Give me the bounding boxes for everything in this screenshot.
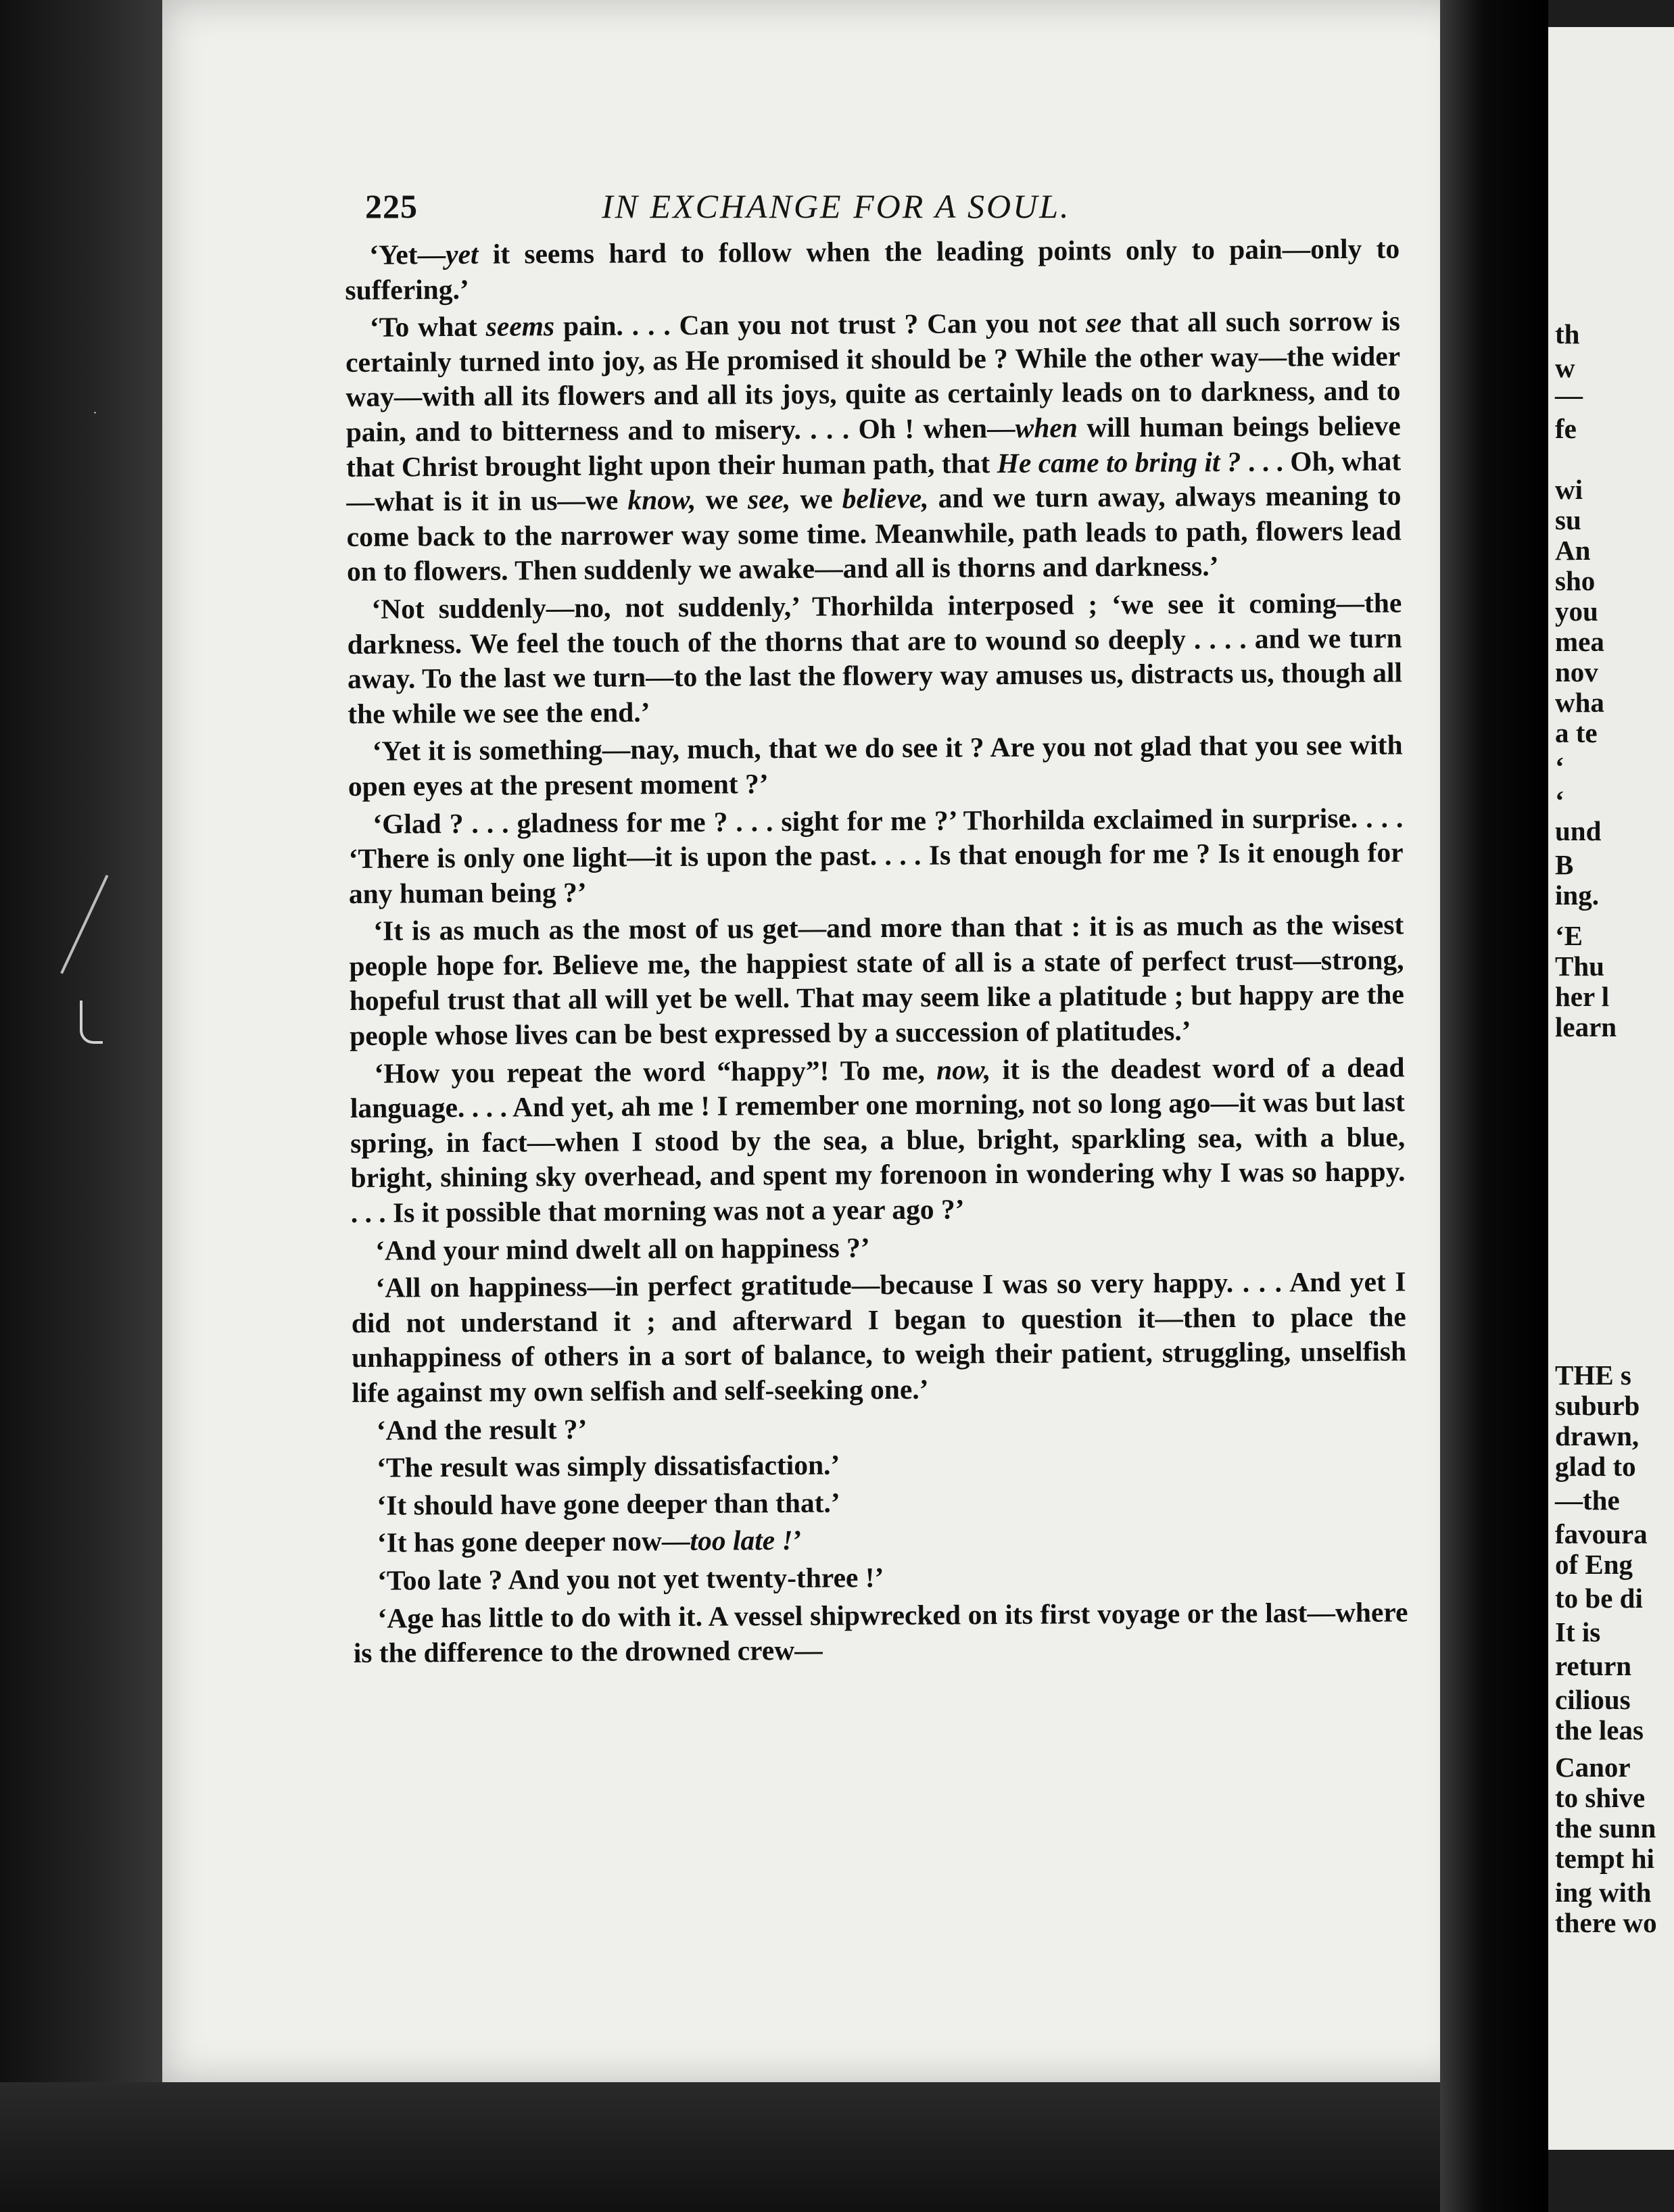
right-page-fragment: glad to <box>1555 1451 1636 1482</box>
italic-run: know, <box>627 483 696 516</box>
scan-scratch <box>60 875 145 991</box>
italic-run: believe, <box>842 482 929 514</box>
right-page-fragment: wha <box>1555 687 1604 718</box>
text-run: ‘It should have gone deeper than that.’ <box>377 1487 840 1521</box>
paragraph <box>353 1557 1408 1598</box>
paragraph <box>352 1482 1407 1523</box>
text-run: ‘Glad ? . . . gladness for me ? . . . sight for me ?’ Thorhilda exclaimed in surprise. . . . ‘There is only one light—it is upon the past. . . . Is that enough for me ? Is it enough for any human being ?’ <box>348 801 1404 909</box>
text-run: ‘All on happiness—in perfect gratitude—because I was so very happy. . . . And yet I did not understand it ; and afterward I began to question it—then to place the unhappiness of others in a sort of balance, to weigh their patient, struggling, unselfish life against my own selfish and self-seeking one.’ <box>351 1266 1407 1408</box>
right-page-fragment: su <box>1555 504 1581 535</box>
book-page-right <box>1548 27 1674 2150</box>
italic-run: He came to bring it ? <box>997 446 1241 479</box>
paragraph <box>345 231 1400 308</box>
paragraph <box>353 1520 1408 1561</box>
right-page-fragment: mea <box>1555 626 1604 657</box>
right-page-fragment: ‘ <box>1555 751 1564 782</box>
italic-run: seems <box>485 310 555 342</box>
right-page-fragment: w <box>1555 352 1575 383</box>
text-run: we <box>790 483 842 515</box>
text-run: ‘To what <box>369 310 486 343</box>
right-page-fragment: tempt hi <box>1555 1843 1654 1874</box>
text-run: it seems hard to follow when the leading points only to pain—only to suffering.’ <box>345 233 1400 306</box>
right-page-fragment: suburb <box>1555 1390 1640 1421</box>
right-page-fragment: cilious <box>1555 1684 1631 1715</box>
text-run: ‘It is as much as the most of us get—and more than that : it is as much as the wisest people hope for. Believe me, the happiest state of all is a state of perfect trust—strong, hopeful trust that all will yet be well. That may seem like a platitude ; but happy are the people whose lives can be best expressed by a succession of platitudes.’ <box>349 909 1405 1052</box>
text-run: ‘The result was simply dissatisfaction.’ <box>376 1449 840 1483</box>
right-page-fragment: ing with <box>1555 1877 1652 1908</box>
right-page-fragment: favoura <box>1555 1518 1648 1549</box>
paragraph <box>347 585 1402 731</box>
text-run: . . . Oh, what—what is it in us—we <box>346 445 1402 518</box>
italic-run: when <box>1015 412 1078 443</box>
right-page-fragment: drawn, <box>1555 1420 1640 1451</box>
right-page-fragment: und <box>1555 815 1602 846</box>
right-page-fragment: the leas <box>1555 1714 1644 1746</box>
right-page-fragment: Canor <box>1555 1752 1631 1783</box>
paragraph <box>352 1445 1407 1486</box>
text-run: it is the deadest word of a dead language. . . . And yet, ah me ! I remember one morning, not so long ago—it was but last spring, in fact—when I stood by the sea, a blue, bright, sparkling sea, with a blue, bright, shining sky overhead, and spent my forenoon in wondering why I was so happy. . . . Is it possible that morning was not a year ago ?’ <box>350 1051 1406 1229</box>
page-number: 225 <box>365 187 418 225</box>
text-run: ’ <box>792 1524 803 1556</box>
scan-bracket <box>80 1001 103 1044</box>
text-run: ‘Age has little to do with it. A vessel shipwrecked on its first voyage or the last—where is the difference to the drowned crew— <box>353 1595 1408 1669</box>
text-run: and we turn away, always meaning to come back to the narrower way some time. Meanwhile, path leads to path, flowers lead on to flowers. Then suddenly we awake—and all is thorns and darkness.’ <box>346 479 1402 587</box>
right-page-fragment: there wo <box>1555 1907 1657 1938</box>
right-page-fragment: B <box>1555 849 1574 880</box>
paragraph <box>350 1050 1406 1230</box>
right-page-fragment: —the <box>1555 1485 1620 1516</box>
right-page-fragment: the sunn <box>1555 1812 1656 1844</box>
text-run: that all such sorrow is certainly turned into joy, as He promised it should be ? While the other way—the wider way—with all its flowers and all its joys, quite as certainly leads on to darkness, and to pain, and to bitterness and to misery. . . . Oh ! when— <box>345 305 1401 448</box>
text-run: ‘And your mind dwelt all on happiness ?’ <box>375 1231 870 1266</box>
right-page-fragment: learn <box>1555 1011 1617 1042</box>
right-page-fragment: wi <box>1555 474 1583 505</box>
right-page-fragment: It is <box>1555 1616 1601 1648</box>
paragraph <box>351 1265 1406 1411</box>
right-page-fragment: ‘E <box>1555 920 1583 951</box>
right-page-fragment: th <box>1555 318 1580 350</box>
right-page-fragment: ing. <box>1555 880 1599 911</box>
italic-run: too late ! <box>690 1524 793 1557</box>
paragraph <box>352 1407 1407 1448</box>
italic-run: now, <box>936 1053 991 1086</box>
text-run: pain. . . . Can you not trust ? Can you not <box>554 307 1086 342</box>
paragraph <box>353 1595 1408 1671</box>
right-page-fragment: a te <box>1555 717 1598 748</box>
text-run: ‘It has gone deeper now— <box>377 1525 690 1559</box>
right-page-fragment: Thu <box>1555 951 1604 982</box>
right-page-fragment: THE s <box>1555 1360 1631 1391</box>
text-run: ‘Not suddenly—no, not suddenly,’ Thorhilda interposed ; ‘we see it coming—the darkness. We feel the touch of the thorns that are to wound so deeply . . . . and we turn away. To the last we turn—to the last the flowery way amuses us, distracts us, though all the while we see the end.’ <box>347 587 1403 729</box>
paragraph <box>351 1227 1406 1268</box>
right-page-fragment: you <box>1555 596 1598 627</box>
text-run: ‘Yet it is something—nay, much, that we do see it ? Are you not glad that you see with open eyes at the present moment ?’ <box>348 729 1403 802</box>
text-run: we <box>696 483 748 515</box>
paragraph <box>345 304 1402 590</box>
italic-run: see <box>1085 307 1122 339</box>
text-run: will human beings believe that Christ brought light upon their human path, that <box>345 410 1401 483</box>
right-page-fragment: her l <box>1555 981 1610 1012</box>
right-page-fragment: to shive <box>1555 1782 1646 1813</box>
scan-speck: ∙ <box>93 406 97 420</box>
italic-run: see, <box>747 483 791 515</box>
running-head <box>365 187 1413 227</box>
italic-run: yet <box>445 238 479 270</box>
paragraph <box>348 728 1403 804</box>
right-page-fragment: sho <box>1555 565 1596 596</box>
book-gutter <box>1440 0 1548 2212</box>
scan-bottom-margin <box>0 2082 1440 2212</box>
body-text <box>345 231 1411 2076</box>
text-run: ‘How you repeat the word “happy”! To me, <box>374 1054 937 1089</box>
text-run: ‘Yet— <box>369 239 446 270</box>
right-page-fragment: of Eng <box>1555 1549 1633 1580</box>
right-page-fragment: ‘ <box>1555 785 1564 816</box>
right-page-fragment: nov <box>1555 656 1598 688</box>
right-page-fragment: fe <box>1555 413 1577 444</box>
running-title: IN EXCHANGE FOR A SOUL. <box>602 187 1071 225</box>
right-page-fragment: to be di <box>1555 1583 1643 1614</box>
text-run: ‘And the result ?’ <box>376 1413 588 1446</box>
paragraph <box>348 800 1404 911</box>
right-page-fragment: An <box>1555 535 1591 566</box>
paragraph <box>349 908 1404 1054</box>
scan-left-margin <box>0 0 169 2212</box>
text-run: ‘Too late ? And you not yet twenty-three !’ <box>377 1562 884 1596</box>
right-page-fragment: return <box>1555 1650 1632 1681</box>
right-page-fragment: — <box>1555 379 1583 410</box>
